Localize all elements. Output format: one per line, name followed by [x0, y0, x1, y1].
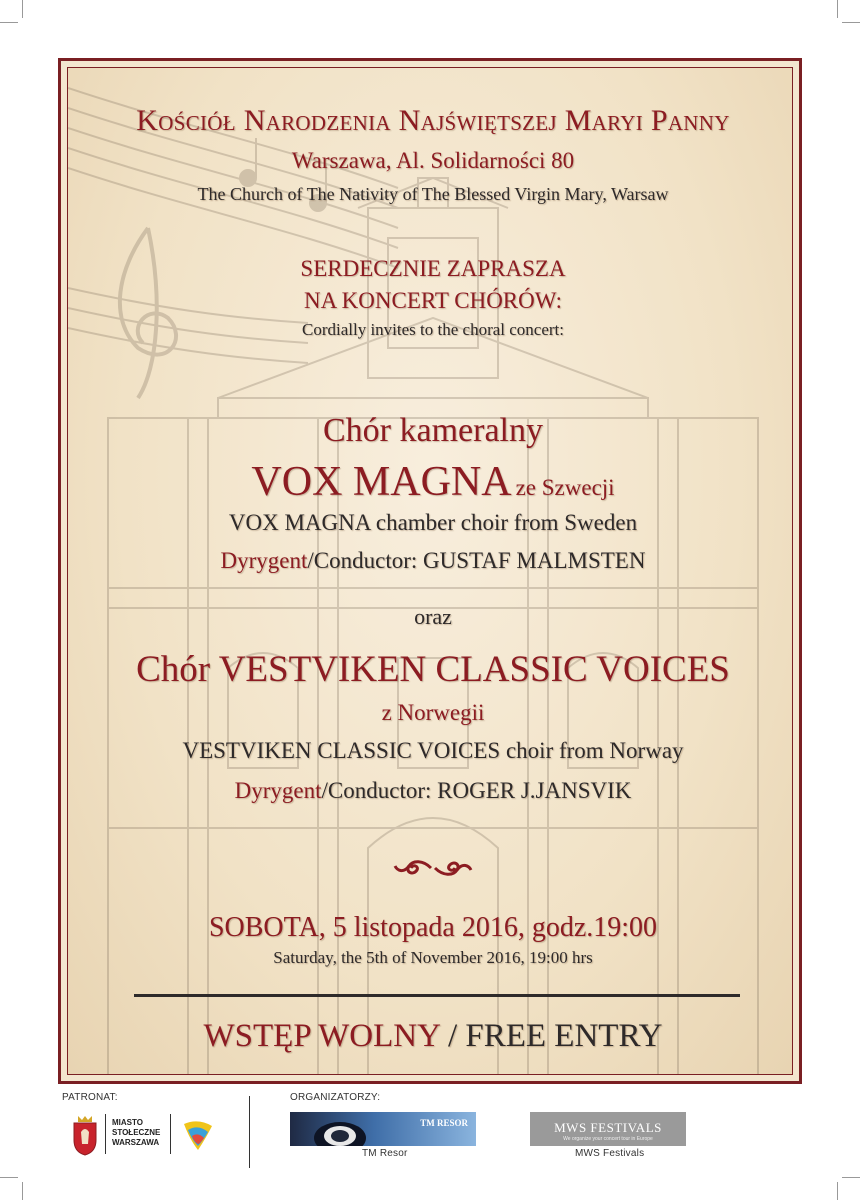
choir1-en: VOX MAGNA chamber choir from Sweden [228, 510, 638, 535]
crop-mark [837, 0, 838, 18]
choir1-conductor-rest: /Conductor: GUSTAF MALMSTEN [307, 548, 646, 573]
mws-festivals-caption: MWS Festivals [575, 1148, 645, 1159]
mws-festivals-logo [530, 1112, 686, 1146]
choir1-name: VOX MAGNA [251, 459, 512, 505]
entry-separator: / [439, 1018, 466, 1054]
invite-line-1: SERDECZNIE ZAPRASZA [300, 256, 566, 281]
warsaw-coat-of-arms-logo [70, 1114, 100, 1156]
church-name-pl: Kościół Narodzenia Najświętszej Maryi Panny [136, 104, 730, 137]
warsaw-brand-logo [178, 1116, 218, 1156]
poster-content [68, 68, 793, 1075]
concert-date-en: Saturday, the 5th of November 2016, 19:00 hrs [273, 948, 593, 967]
crop-mark [22, 0, 23, 18]
organizatorzy-label: ORGANIZATORZY: [290, 1092, 381, 1103]
choir1-origin: ze Szwecji [515, 475, 615, 500]
tm-resor-caption: TM Resor [362, 1148, 408, 1159]
choir1-name-line [68, 458, 793, 506]
choir2-conductor [68, 778, 793, 804]
choir1-conductor [68, 548, 793, 574]
section-divider [249, 1096, 250, 1168]
miasto-line-1: MIASTO [112, 1118, 143, 1127]
choir2-name: Chór VESTVIKEN CLASSIC VOICES [136, 649, 730, 690]
concert-poster [58, 58, 802, 1084]
tm-resor-logo-text: TM RESOR [420, 1118, 468, 1128]
mws-logo-text: MWS FESTIVALS [554, 1120, 662, 1135]
oraz-text: oraz [414, 604, 452, 629]
crop-mark [0, 22, 18, 23]
patronat-label: PATRONAT: [62, 1092, 118, 1103]
miasto-line-3: WARSZAWA [112, 1138, 160, 1147]
logo-divider [170, 1114, 171, 1154]
choir2-conductor-pl: Dyrygent [234, 778, 322, 803]
church-address: Warszawa, Al. Solidarności 80 [291, 148, 575, 173]
entry-pl: WSTĘP WOLNY [203, 1018, 440, 1054]
concert-date-pl: SOBOTA, 5 listopada 2016, godz.19:00 [208, 912, 658, 943]
choir2-origin: z Norwegii [381, 700, 485, 725]
miasto-logo-text [112, 1118, 160, 1148]
logo-divider [105, 1114, 106, 1154]
church-name-en: The Church of The Nativity of The Blessed Virgin Mary, Warsaw [197, 184, 669, 204]
divider-rule [134, 994, 740, 997]
tm-resor-logo [290, 1112, 476, 1146]
choir2-en: VESTVIKEN CLASSIC VOICES choir from Norway [182, 738, 684, 763]
entry-en: FREE ENTRY [465, 1018, 663, 1054]
choir1-conductor-pl: Dyrygent [220, 548, 308, 573]
invite-line-2: NA KONCERT CHÓRÓW: [303, 288, 563, 313]
crop-mark [842, 22, 860, 23]
miasto-line-2: STOŁECZNE [112, 1128, 161, 1137]
choir1-title: Chór kameralny [323, 412, 543, 449]
choir2-conductor-rest: /Conductor: ROGER J.JANSVIK [321, 778, 632, 803]
entry-line [68, 1018, 793, 1055]
ornament-icon [393, 856, 473, 880]
poster-footer [0, 1090, 860, 1200]
mws-tagline: We organize your concert tour in Europe [563, 1136, 653, 1142]
poster-frame [67, 67, 793, 1075]
invite-en: Cordially invites to the choral concert: [301, 320, 564, 339]
